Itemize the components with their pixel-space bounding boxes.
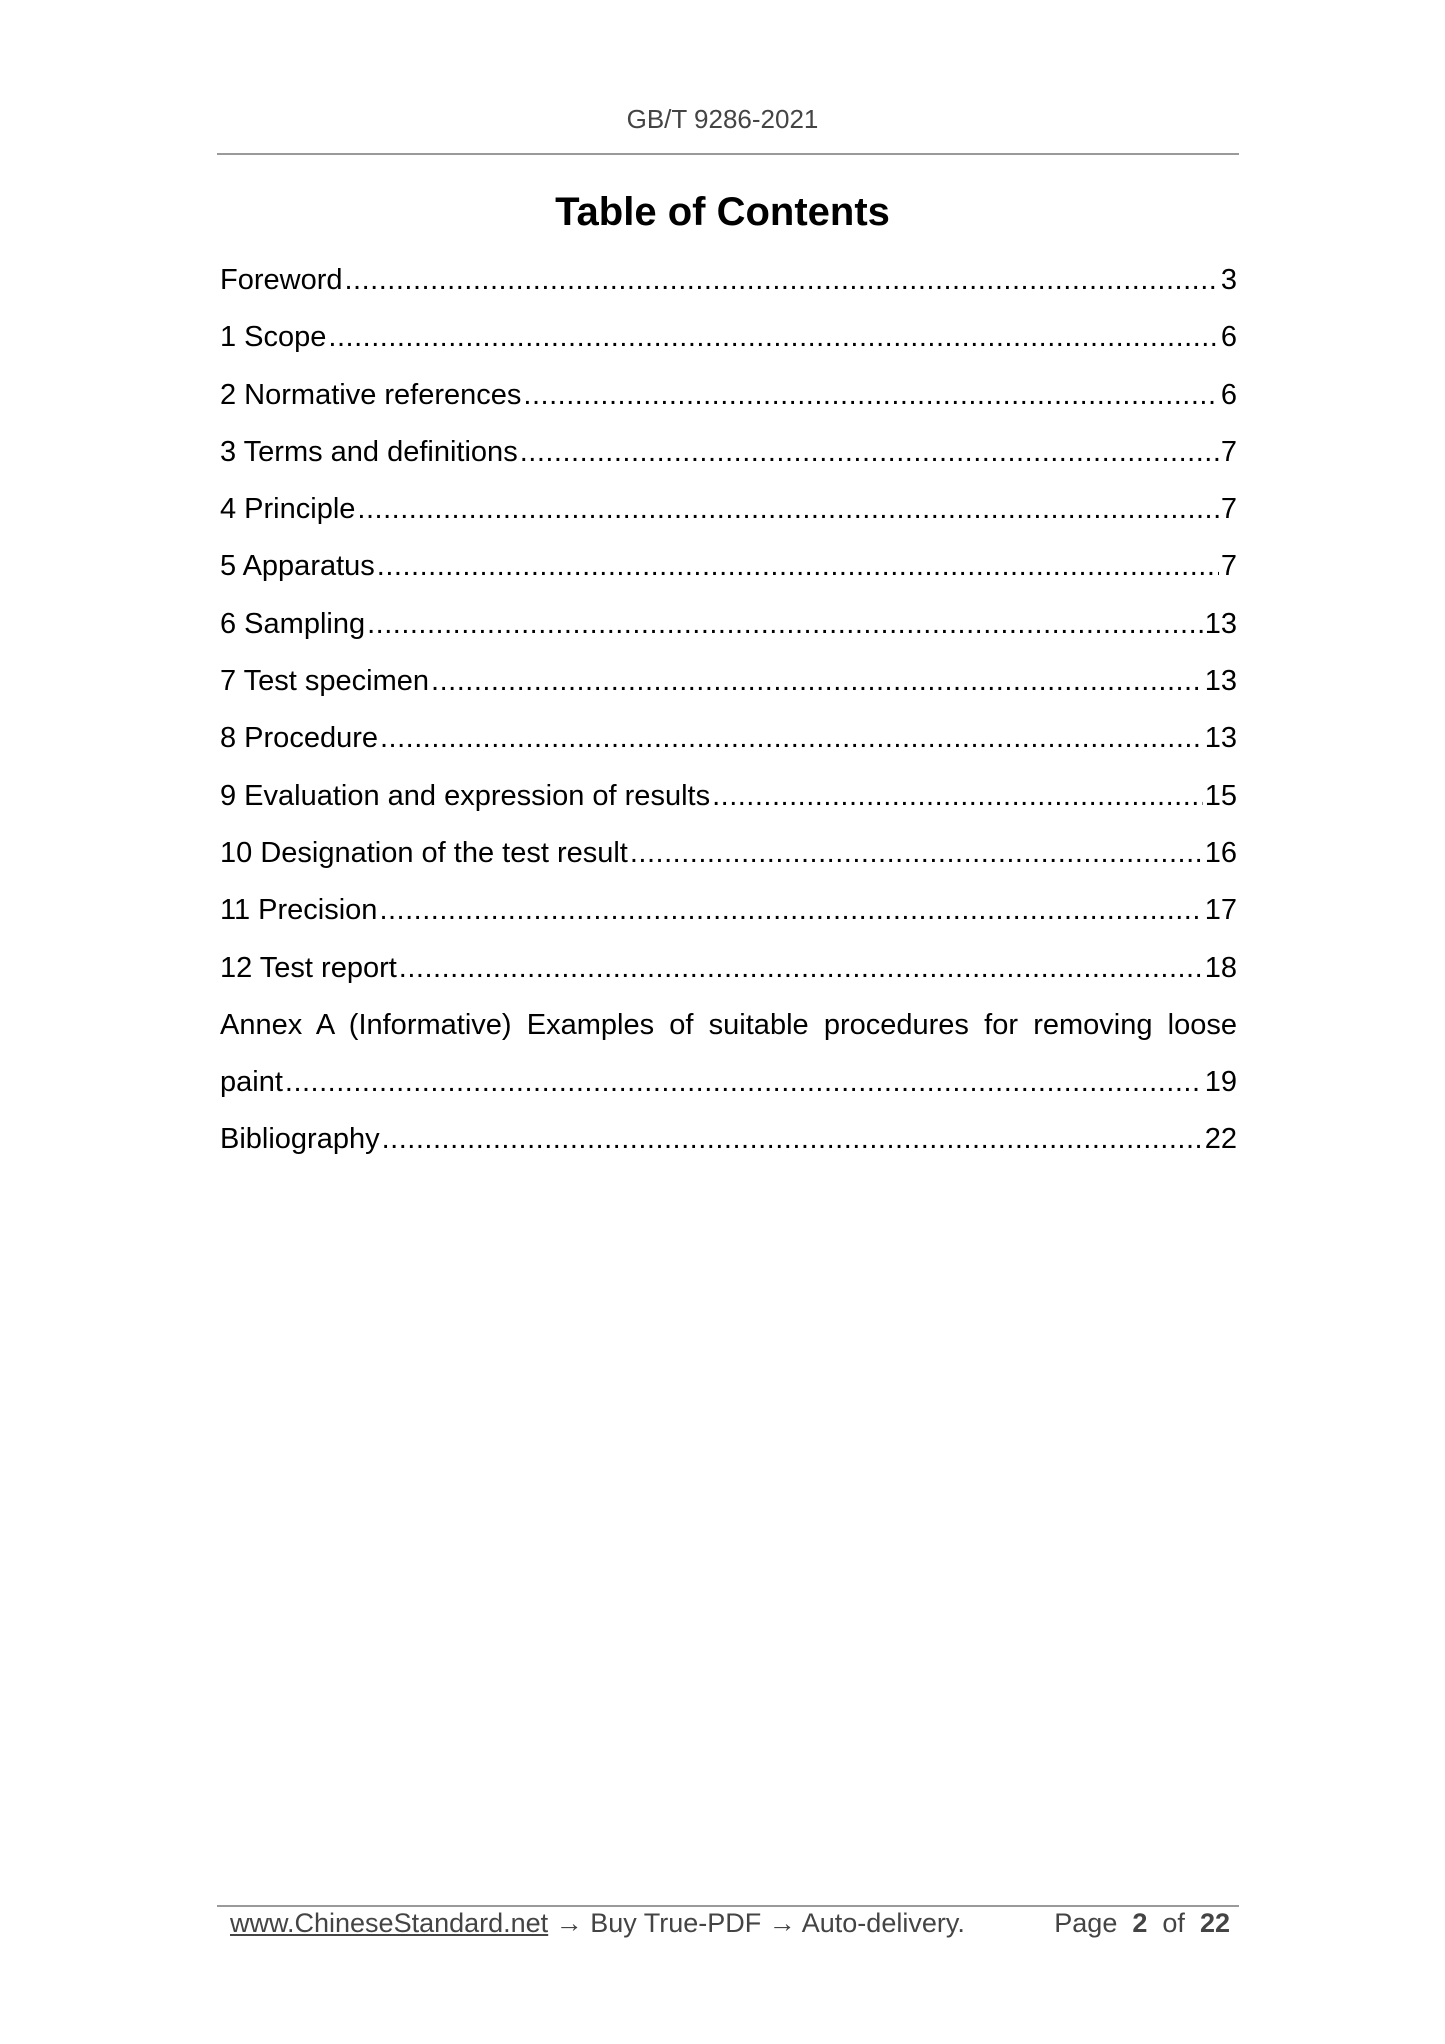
- toc-entry-page: 3: [1220, 264, 1237, 296]
- toc-entry-title: 3 Terms and definitions: [220, 435, 518, 468]
- dot-leader: [285, 1064, 1203, 1100]
- dot-leader: [377, 548, 1219, 584]
- dot-leader: [328, 319, 1218, 355]
- dot-leader: [367, 606, 1203, 642]
- dot-leader: [630, 835, 1203, 871]
- toc-entry[interactable]: [220, 434, 1237, 491]
- page-indicator: [1054, 1908, 1230, 1939]
- page-title: Table of Contents: [555, 190, 890, 234]
- toc-entry-page: 16: [1204, 836, 1237, 869]
- dot-leader: [357, 491, 1218, 527]
- dot-leader: [712, 778, 1203, 814]
- toc-entry-title: 9 Evaluation and expression of results: [220, 779, 711, 812]
- dot-leader: [520, 434, 1219, 470]
- toc-entry-page: 22: [1204, 1123, 1237, 1156]
- toc-entry[interactable]: [220, 835, 1237, 892]
- arrow-icon: →: [548, 1908, 591, 1938]
- delivery-text: Auto-delivery.: [801, 1908, 965, 1938]
- dot-leader: [399, 950, 1203, 986]
- toc-entry-page: 7: [1220, 493, 1237, 526]
- toc-entry-title: 1 Scope: [220, 321, 327, 354]
- toc-entry-page: 13: [1204, 665, 1237, 698]
- toc-annex-line1[interactable]: Annex A (Informative) Examples of suitable procedures for removing loose: [220, 1008, 1237, 1041]
- page-footer: [230, 1908, 1230, 1939]
- toc-entry-page: 13: [1204, 722, 1237, 755]
- current-page: 2: [1132, 1908, 1148, 1938]
- toc-entry[interactable]: [220, 262, 1237, 319]
- toc-entry[interactable]: [220, 778, 1237, 835]
- toc-entry-title: 5 Apparatus: [220, 550, 375, 583]
- dot-leader: [345, 262, 1219, 298]
- toc-entry-page: 7: [1220, 550, 1237, 583]
- of-label: of: [1162, 1908, 1185, 1938]
- header-divider: [217, 153, 1239, 155]
- toc-entry-page: 18: [1204, 951, 1237, 984]
- toc-entry-bibliography[interactable]: [220, 1121, 1237, 1178]
- website-link[interactable]: www.ChineseStandard.net: [230, 1908, 549, 1938]
- toc-entry-title: 4 Principle: [220, 493, 356, 526]
- buy-text: Buy True-PDF: [590, 1908, 762, 1938]
- toc-entry[interactable]: [220, 491, 1237, 548]
- dot-leader: [380, 720, 1203, 756]
- toc-entry-title: 8 Procedure: [220, 722, 378, 755]
- toc-entry-title: Bibliography: [220, 1123, 380, 1156]
- toc-entry-title: 12 Test report: [220, 951, 397, 984]
- toc-entry-page: 6: [1220, 378, 1237, 411]
- toc-entry-title: 7 Test specimen: [220, 665, 430, 698]
- toc-entry[interactable]: [220, 606, 1237, 663]
- document-code-header: GB/T 9286-2021: [626, 104, 819, 134]
- toc-entry[interactable]: [220, 319, 1237, 376]
- toc-entry-page: 7: [1220, 435, 1237, 468]
- toc-entry[interactable]: [220, 548, 1237, 605]
- page-label: Page: [1054, 1908, 1118, 1938]
- total-pages: 22: [1199, 1908, 1230, 1938]
- toc-entry-page: 19: [1204, 1066, 1237, 1099]
- toc-entry[interactable]: [220, 892, 1237, 949]
- toc-entry-title: paint: [220, 1066, 283, 1099]
- dot-leader: [523, 377, 1218, 413]
- toc-entry-title: 11 Precision: [220, 894, 378, 927]
- toc-entry[interactable]: [220, 950, 1237, 1007]
- toc-entry-title: 6 Sampling: [220, 607, 366, 640]
- arrow-icon: →: [761, 1908, 802, 1938]
- toc-entry[interactable]: [220, 663, 1237, 720]
- table-of-contents: [220, 262, 1237, 1179]
- dot-leader: [382, 1121, 1203, 1157]
- toc-entry-title: 10 Designation of the test result: [220, 836, 628, 869]
- toc-entry-page: 6: [1220, 321, 1237, 354]
- dot-leader: [431, 663, 1203, 699]
- toc-entry-annex-a[interactable]: [220, 1064, 1237, 1121]
- toc-entry[interactable]: [220, 720, 1237, 777]
- toc-entry-page: 15: [1204, 779, 1237, 812]
- toc-entry[interactable]: [220, 377, 1237, 434]
- toc-entry-page: 17: [1204, 894, 1237, 927]
- footer-divider: [217, 1905, 1239, 1907]
- toc-entry-title: Foreword: [220, 264, 343, 296]
- toc-entry-title: 2 Normative references: [220, 378, 522, 411]
- toc-entry-page: 13: [1204, 607, 1237, 640]
- dot-leader: [379, 892, 1202, 928]
